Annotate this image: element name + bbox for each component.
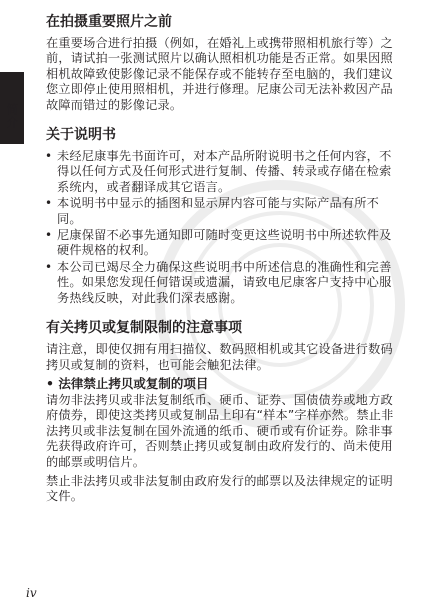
list-item: • 未经尼康事先书面许可，对本产品所附说明书之任何内容，不得以任何方式及任何形式进行复制、传播、转录或存储在检索系统内，或者翻译成其它语言。 — [46, 149, 396, 195]
section-body: 在重要场合进行拍摄（例如，在婚礼上或携带照相机旅行等）之前，请试拍一张测试照片以确认照相机功能是否正常。如果因照相机故障致使影像记录不能保存或不能转存至电脑的，我们建议您立即停止使用照相机，并进行修理。尼康公司无法补救因产品故障而错过的影像记录。 — [46, 36, 393, 112]
section-tab-label: 简介 — [5, 103, 19, 129]
page-number: iv — [26, 586, 37, 600]
list-item: • 尼康保留不必事先通知即可随时变更这些说明书中所述软件及硬件规格的权利。 — [46, 228, 396, 259]
section-heading: 在拍摄重要照片之前 — [46, 14, 172, 30]
manual-notes-list — [46, 149, 396, 306]
section-before-shooting — [46, 12, 396, 113]
section-heading: 有关拷贝或复制限制的注意事项 — [46, 320, 242, 337]
list-item: • 本说明书中显示的插图和显示屏内容可能与实际产品有所不同。 — [46, 196, 396, 227]
section-copy-restrictions — [46, 318, 396, 505]
subsection-heading: • 法律禁止拷贝或复制的项目 — [46, 375, 209, 391]
section-about-manuals — [46, 125, 396, 306]
subsection-paragraph: 请勿非法拷贝或非法复制纸币、硬币、证券、国债债券或地方政府债券，即使这类拷贝或复制品上印有“样本”字样亦然。禁止非法拷贝或非法复制在国外流通的纸币、硬币或有价证券。除非事先获得政府许可，否则禁止拷贝或复制由政府发行的、尚未使用的邮票或明信片。 — [46, 392, 394, 469]
page-content — [46, 12, 396, 517]
list-item: • 本公司已竭尽全力确保这些说明书中所述信息的准确性和完善性。如果您发现任何错误或遗漏，请致电尼康客户支持中心服务热线反映，对此我们深表感谢。 — [46, 260, 396, 306]
section-heading: 关于说明书 — [46, 127, 116, 144]
section-intro: 请注意，即使仅拥有用扫描仪、数码照相机或其它设备进行数码拷贝或复制的资料，也可能会触犯法律。 — [46, 342, 393, 372]
subsection-paragraph: 禁止非法拷贝或非法复制由政府发行的邮票以及法律规定的证明文件。 — [46, 473, 393, 504]
